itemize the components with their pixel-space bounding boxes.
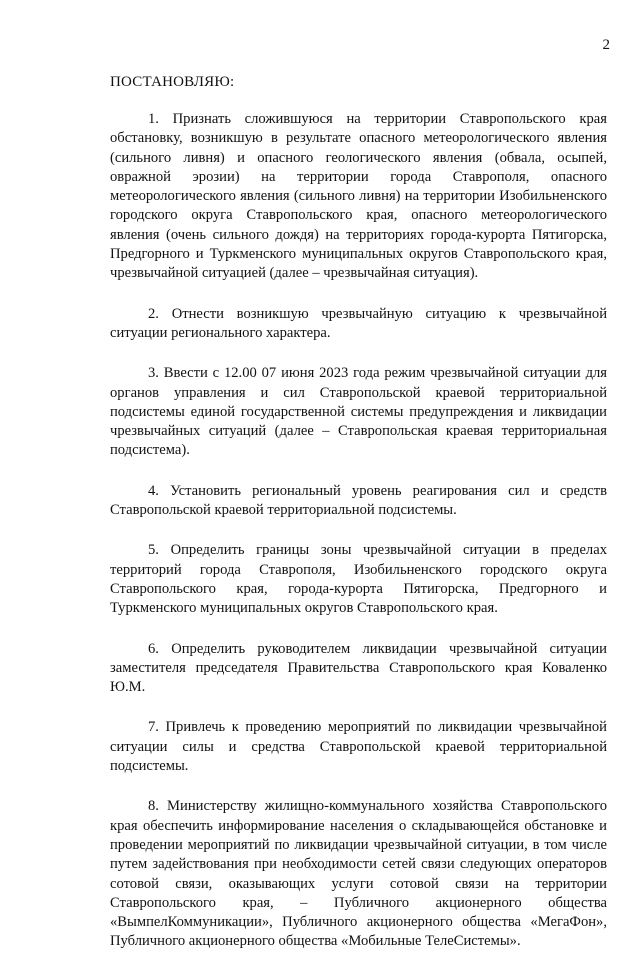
paragraph-2: 2. Отнести возникшую чрезвычайную ситуацию к чрезвычайной ситуации регионального характера. [110, 305, 607, 341]
paragraph-6: 6. Определить руководителем ликвидации чрезвычайной ситуации заместителя председателя Правительства Ставропольского края Коваленко Ю.М. [110, 640, 607, 696]
page-number: 2 [602, 37, 610, 53]
paragraph-1: 1. Признать сложившуюся на территории Ставропольского края обстановку, возникшую в результате опасного метеорологического явления (сильного ливня) и опасного геологического явления (обвала, осыпей, овражной эрозии) на территории города Ставрополя, опасного метеорологического явления (сильного ливня) на территории Изобильненского городского округа Ставропольского края, опасного метеорологического явления (очень сильного дождя) на территориях города-курорта Пятигорска, Предгорного и Туркменского муниципальных округов Ставропольского края, чрезвычайной ситуацией (далее – чрезвычайная ситуация). [110, 111, 607, 282]
decree-heading: ПОСТАНОВЛЯЮ: [110, 74, 235, 90]
paragraph-8: 8. Министерству жилищно-коммунального хозяйства Ставропольского края обеспечить информирование населения о складывающейся обстановке и проведении мероприятий по ликвидации чрезвычайной ситуации, в том числе путем задействования при необходимости сетей связи следующих операторов сотовой связи, оказывающих услуги сотовой связи на территории Ставропольского края, – Публичного акционерного общества «ВымпелКоммуникации», Публичного акционерного общества «МегаФон», Публичного акционерного общества «Мобильные ТелеСистемы». [110, 798, 607, 950]
paragraph-5: 5. Определить границы зоны чрезвычайной ситуации в пределах территорий города Ставрополя, Изобильненского городского округа Ставропольского края, города-курорта Пятигорска, Предгорного и Туркменского муниципальных округов Ставропольского края. [110, 542, 607, 617]
paragraph-7: 7. Привлечь к проведению мероприятий по ликвидации чрезвычайной ситуации силы и средства Ставропольской краевой территориальной подсистемы. [110, 719, 607, 775]
document-body [110, 110, 607, 973]
paragraph-3: 3. Ввести с 12.00 07 июня 2023 года режим чрезвычайной ситуации для органов управления и сил Ставропольской краевой территориальной подсистемы единой государственной системы предупреждения и ликвидации чрезвычайных ситуаций (далее – Ставропольская краевая территориальная подсистема). [110, 365, 607, 459]
paragraph-4: 4. Установить региональный уровень реагирования сил и средств Ставропольской краевой территориальной подсистемы. [110, 482, 607, 519]
